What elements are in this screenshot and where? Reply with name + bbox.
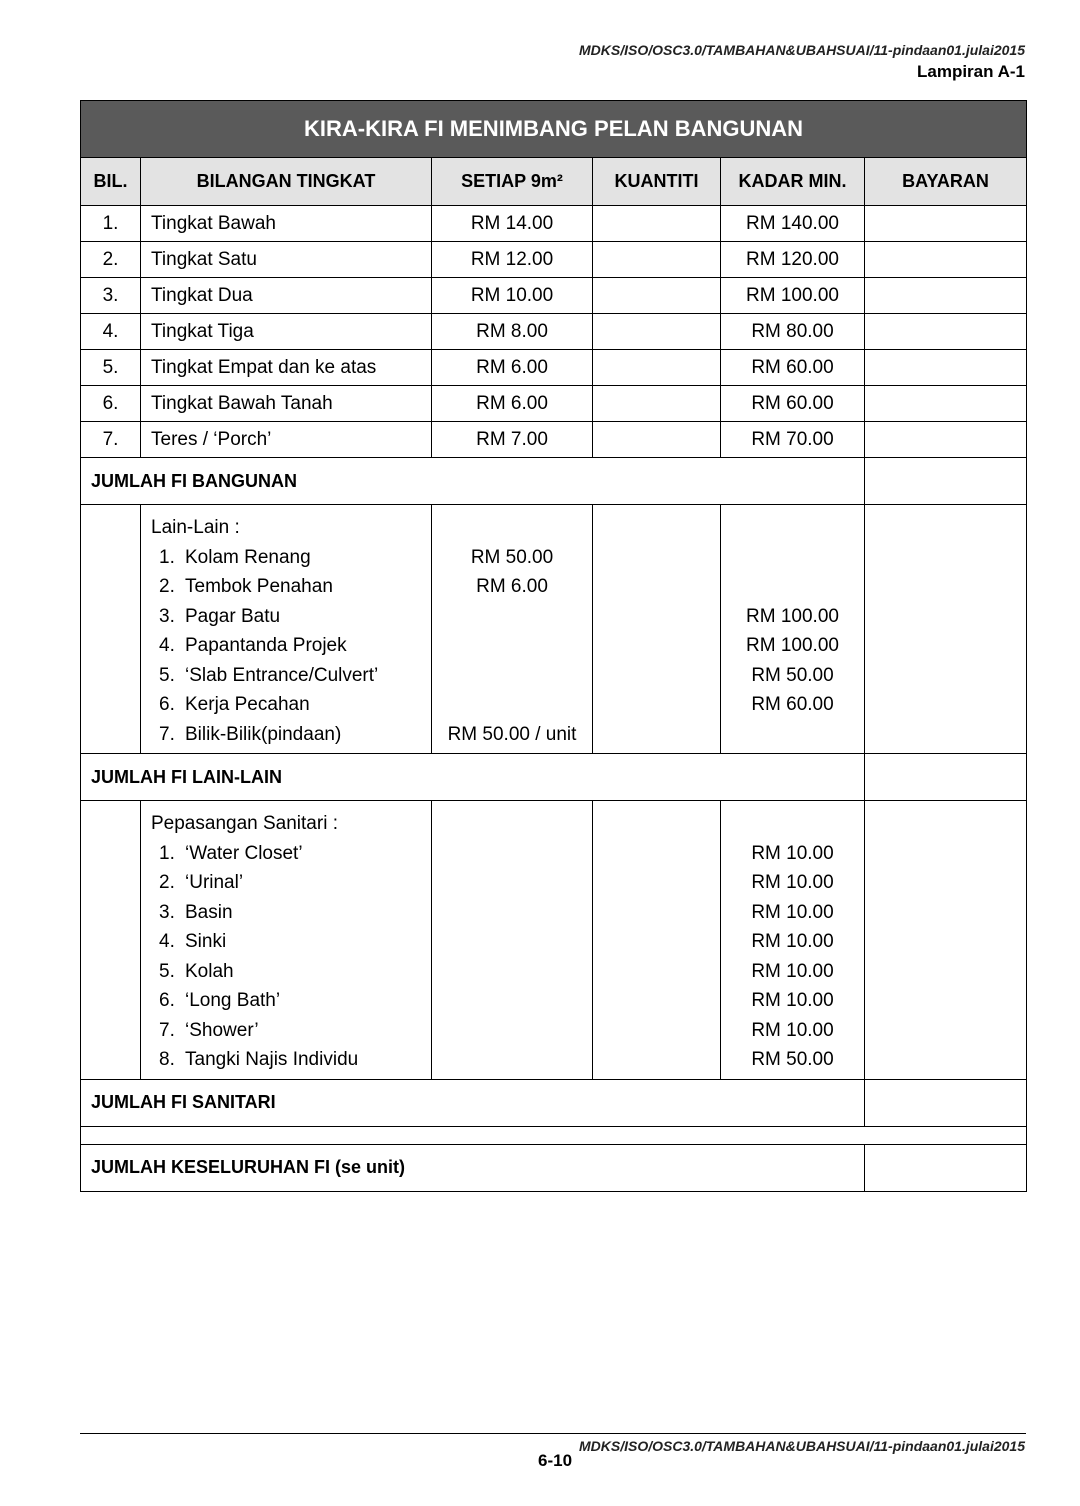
payment-cell — [865, 242, 1027, 278]
others-title: Lain-Lain : — [151, 517, 240, 538]
min-rate-value: RM 100.00 — [746, 635, 839, 656]
spacer-row — [81, 1126, 1027, 1144]
total-others-row — [81, 754, 1027, 801]
min-rate: RM 70.00 — [721, 422, 865, 458]
rate-per-9m2: RM 6.00 — [432, 386, 593, 422]
document-code-footer: MDKS/ISO/OSC3.0/TAMBAHAN&UBAHSUAI/11-pindaan01.julai2015 — [578, 1438, 1025, 1454]
grand-total-payment — [865, 1144, 1027, 1191]
footer-divider — [80, 1433, 1026, 1434]
min-rate-value: RM 50.00 — [751, 1049, 834, 1070]
min-rate-value: RM 10.00 — [751, 842, 834, 864]
total-building-row — [81, 458, 1027, 505]
list-item: 2. Tembok Penahan — [159, 576, 333, 597]
payment-cell — [865, 386, 1027, 422]
rate-value: RM 50.00 — [470, 546, 554, 568]
column-header-quantity: KUANTITI — [593, 158, 721, 206]
min-rate-value: RM 10.00 — [751, 990, 834, 1011]
sanitary-block — [81, 801, 1027, 1080]
total-others-label: JUMLAH FI LAIN-LAIN — [81, 754, 865, 801]
column-header-rate: SETIAP 9m² — [432, 158, 593, 206]
table-row — [81, 242, 1027, 278]
min-rate-value: RM 10.00 — [751, 901, 834, 923]
min-rate-value: RM 50.00 — [751, 664, 834, 686]
table-row — [81, 206, 1027, 242]
list-item: 1. ‘Water Closet’ — [159, 842, 303, 864]
column-header-bil: BIL. — [81, 158, 141, 206]
min-rate: RM 140.00 — [721, 206, 865, 242]
list-item: 6. ‘Long Bath’ — [159, 990, 281, 1011]
min-rate: RM 60.00 — [721, 386, 865, 422]
row-number: 3. — [81, 278, 141, 314]
floor-name: Tingkat Tiga — [141, 314, 432, 350]
rate-per-9m2: RM 7.00 — [432, 422, 593, 458]
list-item: 2. ‘Urinal’ — [159, 872, 244, 893]
fee-calculation-table — [80, 100, 1027, 1192]
total-sanitary-row — [81, 1079, 1027, 1126]
row-number: 2. — [81, 242, 141, 278]
payment-cell — [865, 422, 1027, 458]
sanitary-rate-cell — [432, 801, 593, 1080]
sanitary-desc-cell — [141, 801, 432, 1080]
quantity-cell — [593, 278, 721, 314]
floor-name: Tingkat Satu — [141, 242, 432, 278]
list-item: 7. Bilik-Bilik(pindaan) — [159, 723, 342, 745]
quantity-cell — [593, 314, 721, 350]
list-item: 4. Papantanda Projek — [159, 635, 347, 656]
list-item: 5. ‘Slab Entrance/Culvert’ — [159, 664, 379, 686]
grand-total-label: JUMLAH KESELURUHAN FI (se unit) — [81, 1144, 865, 1191]
grand-total-row — [81, 1144, 1027, 1191]
rate-value: RM 50.00 / unit — [447, 723, 577, 745]
min-rate: RM 60.00 — [721, 350, 865, 386]
sanitary-title: Pepasangan Sanitari : — [151, 813, 338, 834]
total-sanitary-payment — [865, 1079, 1027, 1126]
rate-per-9m2: RM 14.00 — [432, 206, 593, 242]
min-rate-value: RM 100.00 — [746, 605, 839, 627]
row-number: 4. — [81, 314, 141, 350]
row-number: 6. — [81, 386, 141, 422]
table-row — [81, 278, 1027, 314]
list-item: 3. Basin — [159, 901, 233, 923]
others-bil-cell — [81, 505, 141, 754]
rate-value: RM 6.00 — [476, 576, 548, 597]
others-payment-cell — [865, 505, 1027, 754]
total-sanitary-label: JUMLAH FI SANITARI — [81, 1079, 865, 1126]
list-item: 8. Tangki Najis Individu — [159, 1049, 359, 1070]
document-code-header: MDKS/ISO/OSC3.0/TAMBAHAN&UBAHSUAI/11-pindaan01.julai2015 — [578, 42, 1025, 58]
quantity-cell — [593, 386, 721, 422]
min-rate-value: RM 10.00 — [751, 931, 834, 952]
rate-per-9m2: RM 12.00 — [432, 242, 593, 278]
rate-per-9m2: RM 10.00 — [432, 278, 593, 314]
rate-per-9m2: RM 6.00 — [432, 350, 593, 386]
min-rate: RM 120.00 — [721, 242, 865, 278]
others-block — [81, 505, 1027, 754]
floor-name: Tingkat Bawah Tanah — [141, 386, 432, 422]
quantity-cell — [593, 422, 721, 458]
sanitary-min-cell — [721, 801, 865, 1080]
sanitary-quantity-cell — [593, 801, 721, 1080]
table-row — [81, 314, 1027, 350]
min-rate: RM 80.00 — [721, 314, 865, 350]
others-min-cell — [721, 505, 865, 754]
total-others-payment — [865, 754, 1027, 801]
table-row — [81, 422, 1027, 458]
min-rate: RM 100.00 — [721, 278, 865, 314]
payment-cell — [865, 350, 1027, 386]
min-rate-value: RM 10.00 — [751, 960, 834, 982]
total-building-label: JUMLAH FI BANGUNAN — [81, 458, 865, 505]
quantity-cell — [593, 206, 721, 242]
others-desc-cell — [141, 505, 432, 754]
list-item: 7. ‘Shower’ — [159, 1019, 259, 1041]
row-number: 1. — [81, 206, 141, 242]
sanitary-bil-cell — [81, 801, 141, 1080]
list-item: 5. Kolah — [159, 960, 234, 982]
floor-name: Tingkat Dua — [141, 278, 432, 314]
row-number: 5. — [81, 350, 141, 386]
appendix-label: Lampiran A-1 — [916, 62, 1025, 81]
min-rate-value: RM 10.00 — [751, 1019, 834, 1041]
row-number: 7. — [81, 422, 141, 458]
total-building-payment — [865, 458, 1027, 505]
others-quantity-cell — [593, 505, 721, 754]
payment-cell — [865, 278, 1027, 314]
payment-cell — [865, 206, 1027, 242]
min-rate-value: RM 10.00 — [751, 872, 834, 893]
column-header-min-rate: KADAR MIN. — [721, 158, 865, 206]
column-header-row — [81, 158, 1027, 206]
min-rate-value: RM 60.00 — [751, 694, 834, 715]
floor-name: Tingkat Empat dan ke atas — [141, 350, 432, 386]
quantity-cell — [593, 242, 721, 278]
page-number: 6-10 — [538, 1451, 573, 1470]
sanitary-payment-cell — [865, 801, 1027, 1080]
payment-cell — [865, 314, 1027, 350]
others-rate-cell — [432, 505, 593, 754]
list-item: 4. Sinki — [159, 931, 227, 952]
floor-name: Tingkat Bawah — [141, 206, 432, 242]
column-header-payment: BAYARAN — [865, 158, 1027, 206]
list-item: 6. Kerja Pecahan — [159, 694, 310, 715]
floor-name: Teres / ‘Porch’ — [141, 422, 432, 458]
list-item: 1. Kolam Renang — [159, 546, 311, 568]
quantity-cell — [593, 350, 721, 386]
table-row — [81, 386, 1027, 422]
table-title: KIRA-KIRA FI MENIMBANG PELAN BANGUNAN — [81, 101, 1027, 158]
rate-per-9m2: RM 8.00 — [432, 314, 593, 350]
table-row — [81, 350, 1027, 386]
list-item: 3. Pagar Batu — [159, 605, 281, 627]
column-header-floors: BILANGAN TINGKAT — [141, 158, 432, 206]
